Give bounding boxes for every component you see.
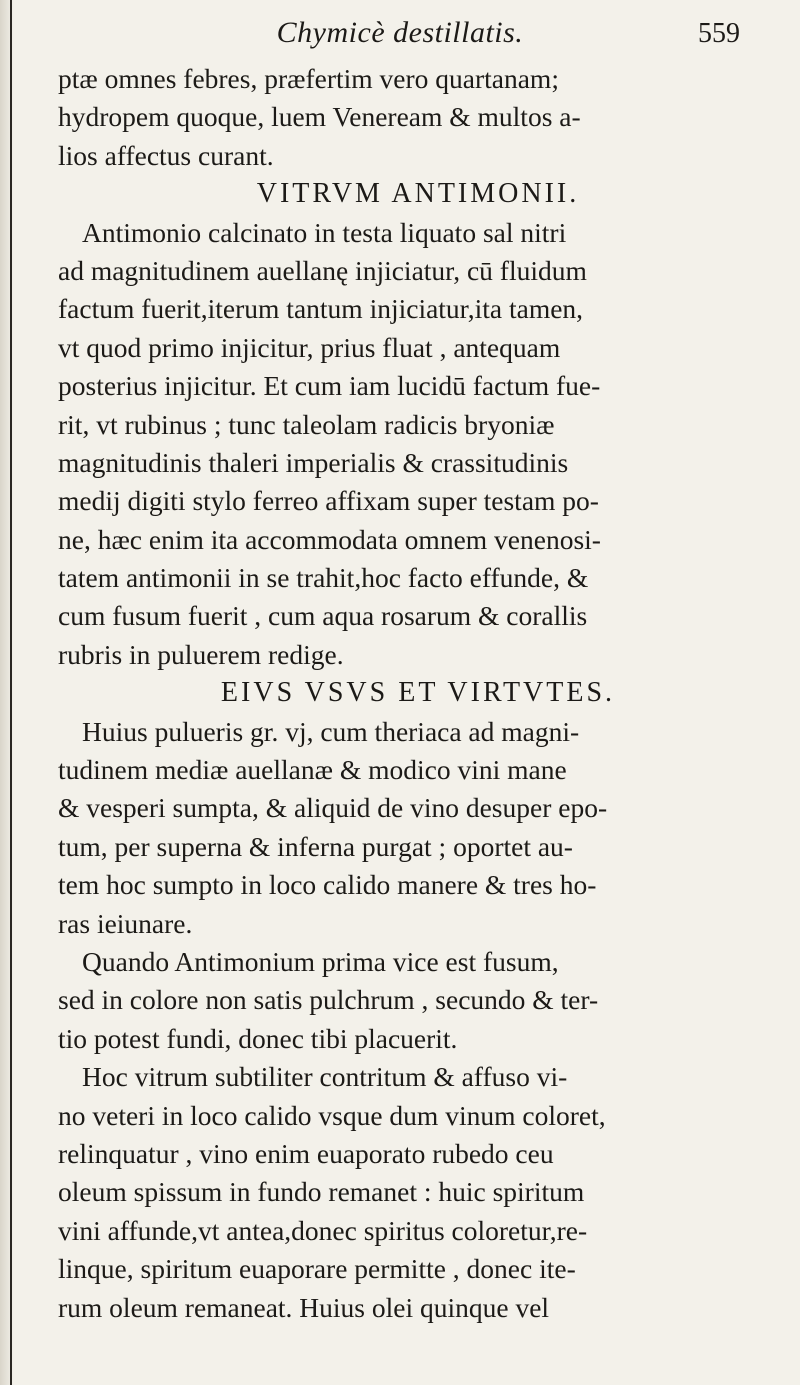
text-line: ras ieiunare. — [58, 907, 193, 939]
text-line: Huius pulueris gr. vj, cum theriaca ad magni- — [82, 715, 580, 747]
text-line: lios affectus curant. — [58, 139, 274, 171]
text-line: rum oleum remaneat. Huius olei quinque vel — [58, 1291, 550, 1323]
section-heading: VITRVM ANTIMONII. — [256, 178, 580, 210]
text-line: & vesperi sumpta, & aliquid de vino desuper epo- — [58, 792, 608, 824]
page-binding-line — [10, 0, 12, 1385]
text-line: ad magnitudinem auellanę injiciatur, cū fluidum — [58, 254, 587, 286]
text-line: tum, per superna & inferna purgat ; oportet au- — [58, 830, 573, 862]
text-line: tem hoc sumpto in loco calido manere & tres ho- — [58, 869, 597, 901]
text-line: cum fusum fuerit , cum aqua rosarum & corallis — [58, 600, 588, 632]
text-line: Hoc vitrum subtiliter contritum & affuso vi- — [82, 1061, 568, 1093]
text-line: oleum spissum in fundo remanet : huic spiritum — [58, 1176, 585, 1208]
text-line: vt quod primo injicitur, prius fluat , antequam — [58, 331, 561, 363]
page-header — [0, 16, 800, 60]
text-line: linque, spiritum euaporare permitte , donec ite- — [58, 1253, 576, 1285]
section-heading: EIVS VSVS ET VIRTVTES. — [220, 677, 616, 709]
text-line: rubris in puluerem redige. — [58, 638, 344, 670]
text-line: ne, hæc enim ita accommodata omnem venenosi- — [58, 523, 601, 555]
text-line: tio potest fundi, donec tibi placuerit. — [58, 1022, 458, 1054]
text-line: sed in colore non satis pulchrum , secundo & ter- — [58, 984, 599, 1016]
text-line: tatem antimonii in se trahit,hoc facto effunde, & — [58, 562, 589, 594]
text-line: ptæ omnes febres, præfertim vero quartanam; — [58, 63, 559, 94]
text-line: Antimonio calcinato in testa liquato sal nitri — [82, 216, 567, 248]
text-line: posterius injicitur. Et cum iam lucidū factum fue- — [58, 370, 601, 402]
text-line: tudinem mediæ auellanæ & modico vini mane — [58, 754, 567, 786]
text-line: hydropem quoque, luem Veneream & multos a- — [58, 101, 581, 133]
text-line: vini affunde,vt antea,donec spiritus coloretur,re- — [58, 1214, 588, 1246]
text-line: relinquatur , vino enim euaporato rubedo ceu — [58, 1137, 554, 1169]
text-line: no veteri in loco calido vsque dum vinum coloret, — [58, 1099, 606, 1131]
text-line: Quando Antimonium prima vice est fusum, — [82, 945, 559, 977]
page-text-block — [58, 60, 778, 1327]
running-title: Chymicè destillatis. — [276, 16, 524, 49]
text-line: rit, vt rubinus ; tunc taleolam radicis bryoniæ — [58, 408, 555, 440]
text-line: factum fuerit,iterum tantum injiciatur,ita tamen, — [58, 293, 584, 325]
page-number: 559 — [698, 18, 740, 49]
text-line: magnitudinis thaleri imperialis & crassitudinis — [58, 446, 569, 478]
text-line: medij digiti stylo ferreo affixam super testam po- — [58, 485, 599, 517]
